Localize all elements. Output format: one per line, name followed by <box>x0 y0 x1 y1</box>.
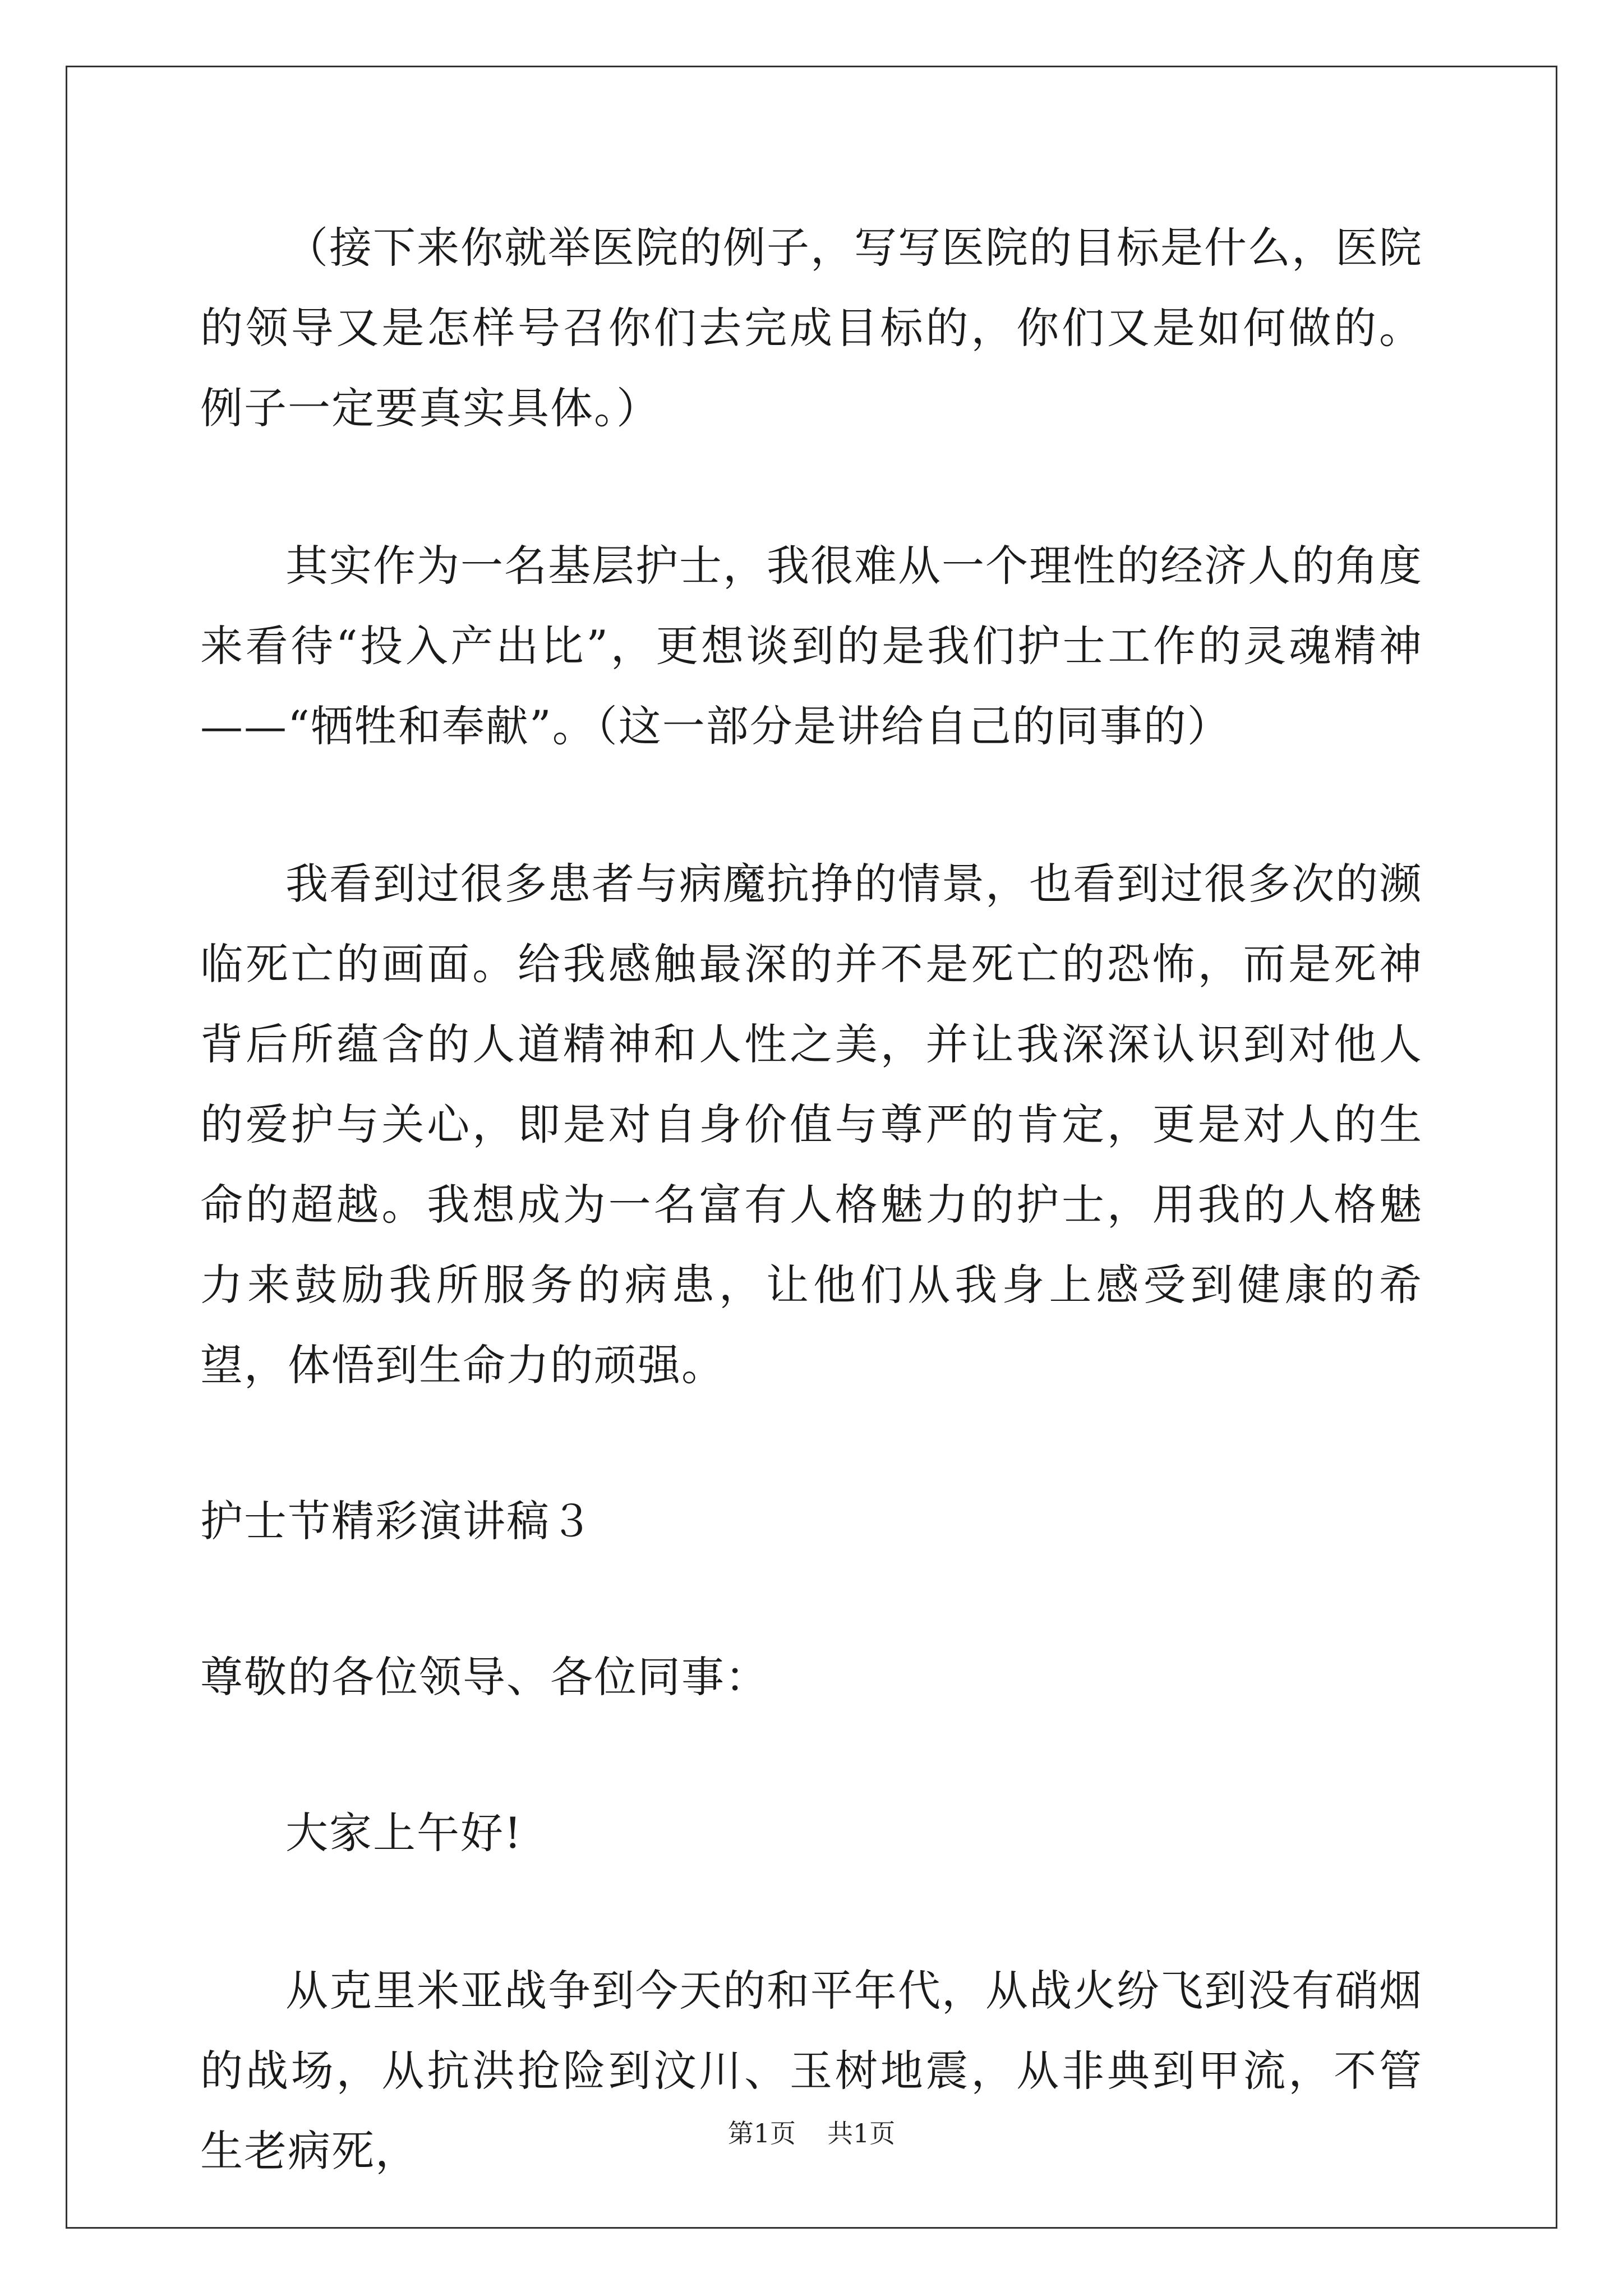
page-number-current: 第1页 <box>727 2118 796 2148</box>
salutation: 尊敬的各位领导、各位同事： <box>200 1652 769 1702</box>
document-body <box>200 208 1423 2191</box>
greeting: 大家上午好! <box>285 1808 523 1858</box>
page-number-total: 共1页 <box>827 2118 896 2148</box>
paragraph-humanity: 我看到过很多患者与病魔抗挣的情景，也看到过很多次的濒临死亡的画面。给我感触最深的并不是死亡的恐怖，而是死神背后所蕴含的人道精神和人性之美，并让我深深认识到对他人的爱护与关心，即是对自身价值与尊严的肯定，更是对人的生命的超越。我想成为一名富有人格魅力的护士，用我的人格魅力来鼓励我所服务的病患，让他们从我身上感受到健康的希望，体悟到生命力的顽强。 <box>200 859 1423 1390</box>
page-footer <box>0 2116 1623 2150</box>
paragraph-hospital-example: （接下来你就举医院的例子，写写医院的目标是什么，医院的领导又是怎样号召你们去完成目标的，你们又是如何做的。例子一定要真实具体。） <box>200 223 1423 433</box>
paragraph-history: 从克里米亚战争到今天的和平年代，从战火纷飞到没有硝烟的战场，从抗洪抢险到汶川、玉树地震，从非典到甲流，不管生老病死， <box>200 1966 1423 2176</box>
section-title: 护士节精彩演讲稿３ <box>200 1496 594 1546</box>
paragraph-sacrifice: 其实作为一名基层护士，我很难从一个理性的经济人的角度来看待“投入产出比”，更想谈到的是我们护士工作的灵魂精神——“牺牲和奉献”。（这一部分是讲给自己的同事的） <box>200 541 1423 751</box>
